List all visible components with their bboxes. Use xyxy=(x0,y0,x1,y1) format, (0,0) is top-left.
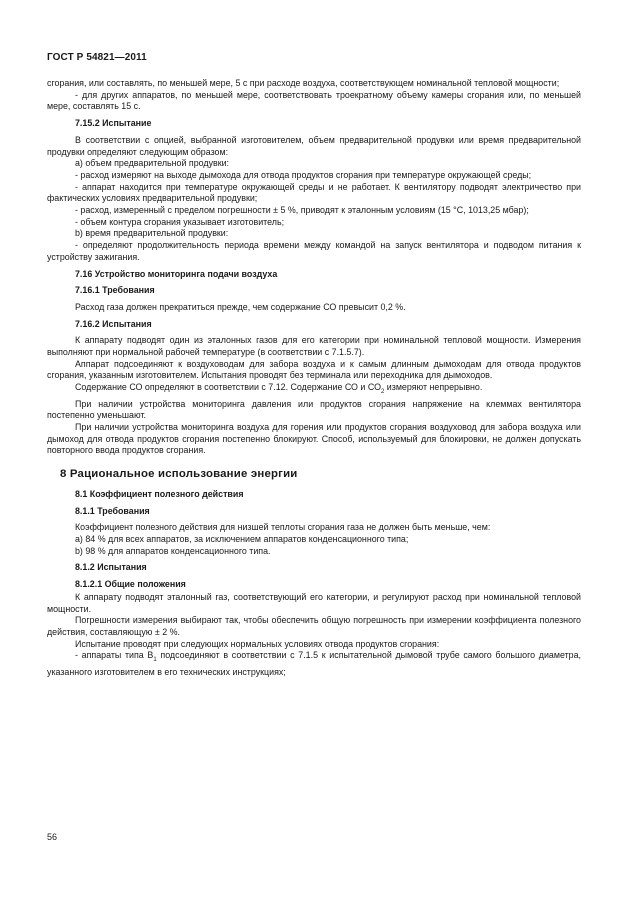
paragraph: Коэффициент полезного действия для низшей теплоты сгорания газа не должен быть меньше, чем: xyxy=(75,522,491,533)
section-heading-7-16: 7.16 Устройство мониторинга подачи воздуха xyxy=(75,268,278,279)
subscript: 1 xyxy=(153,657,157,664)
list-item: - расход, измеренный с пределом погрешности ± 5 %, приводят к эталонным условиям (15 °С, 1013,25 мбар); xyxy=(75,205,529,216)
list-item: b) время предварительной продувки: xyxy=(75,228,229,239)
list-item: - определяют продолжительность периода времени между командой на запуск вентилятора и подводом питания к устройству зажигания. xyxy=(47,240,581,262)
page-number: 56 xyxy=(47,832,58,842)
list-item: - расход измеряют на выходе дымохода для отвода продуктов сгорания при температуре окружающей среды; xyxy=(75,169,532,180)
paragraph: При наличии устройства мониторинга давления или продуктов сгорания напряжение на клеммах вентилятора постепенно уменьшают. xyxy=(47,398,581,421)
paragraph: Аппарат подсоединяют к воздуховодам для забора воздуха и к самым длинным дымоходам для отвода продуктов сгорания, указанным изготовителем. Испытания проводят без терминала или переходника для дымоходов. xyxy=(47,358,581,381)
section-heading-7-16-2: 7.16.2 Испытания xyxy=(75,318,152,329)
list-item: - аппарат находится при температуре окружающей среды и не работает. К вентилятору подводят электричество при фактических условиях предварительной продувки; xyxy=(47,181,581,204)
paragraph: Расход газа должен прекратиться прежде, чем содержание СО превысит 0,2 %. xyxy=(75,301,406,312)
chapter-heading-8: 8 Рациональное использование энергии xyxy=(60,468,298,481)
paragraph xyxy=(47,382,581,398)
list-item xyxy=(47,650,581,678)
list-item: b) 98 % для аппаратов конденсационного типа. xyxy=(75,545,271,556)
document-header: ГОСТ Р 54821—2011 xyxy=(47,52,147,63)
paragraph: К аппарату подводят эталонный газ, соответствующий его категории, и регулируют расход при номинальной тепловой мощности. xyxy=(47,591,581,614)
section-heading-8-1-1: 8.1.1 Требования xyxy=(75,505,150,516)
paragraph: К аппарату подводят один из эталонных газов для его категории при номинальной тепловой мощности. Измерения выполняют при нормальной рабочей температуре (в соответствии с 7.1.5.7). xyxy=(47,335,581,358)
list-item: - объем контура сгорания указывает изготовитель; xyxy=(75,216,285,227)
paragraph: Погрешности измерения выбирают так, чтобы обеспечить общую погрешность при измерении коэффициента полезного действия, составляющую ± 2 %. xyxy=(47,615,581,637)
section-heading-8-1: 8.1 Коэффициент полезного действия xyxy=(75,488,244,499)
paragraph-text: подсоединяют в соответствии с 7.1.5 к испытательной дымовой трубе самого большого диаметра, указанного изготовителем в его технических инструкциях; xyxy=(47,650,582,677)
paragraph: сгорания, или составлять, по меньшей мере, 5 с при расходе воздуха, соответствующем номинальной тепловой мощности; xyxy=(47,78,560,88)
subscript: 2 xyxy=(380,388,385,395)
paragraph-text: - аппараты типа В xyxy=(75,650,154,661)
section-heading-7-16-1: 7.16.1 Требования xyxy=(75,285,155,296)
paragraph: - для других аппаратов, по меньшей мере, соответствовать троекратному объему камеры сгорания или, по меньшей мере, составлять 15 с. xyxy=(47,89,581,112)
document-body xyxy=(47,78,581,679)
section-heading-7-15-2: 7.15.2 Испытание xyxy=(75,118,152,129)
list-item: а) 84 % для всех аппаратов, за исключением аппаратов конденсационного типа; xyxy=(75,533,409,544)
paragraph: В соответствии с опцией, выбранной изготовителем, объем предварительной продувки или время предварительной продувки определяют следующим образом: xyxy=(47,134,581,157)
list-item: а) объем предварительной продувки: xyxy=(75,158,230,169)
paragraph-text: Содержание СО определяют в соответствии с 7.12. Содержание СО и СО xyxy=(75,382,381,393)
paragraph: При наличии устройства мониторинга воздуха для горения или продуктов сгорания воздуховод для забора воздуха или дымоход для отвода продуктов сгорания постепенно блокируют. Способ, используемый для блокировки, не должен допускать повторного ввода продуктов сгорания. xyxy=(47,422,581,456)
section-heading-8-1-2-1: 8.1.2.1 Общие положения xyxy=(75,579,186,590)
paragraph: Испытание проводят при следующих нормальных условиях отвода продуктов сгорания: xyxy=(75,638,440,649)
paragraph-text: измеряют непрерывно. xyxy=(384,382,483,393)
section-heading-8-1-2: 8.1.2 Испытания xyxy=(75,562,147,573)
